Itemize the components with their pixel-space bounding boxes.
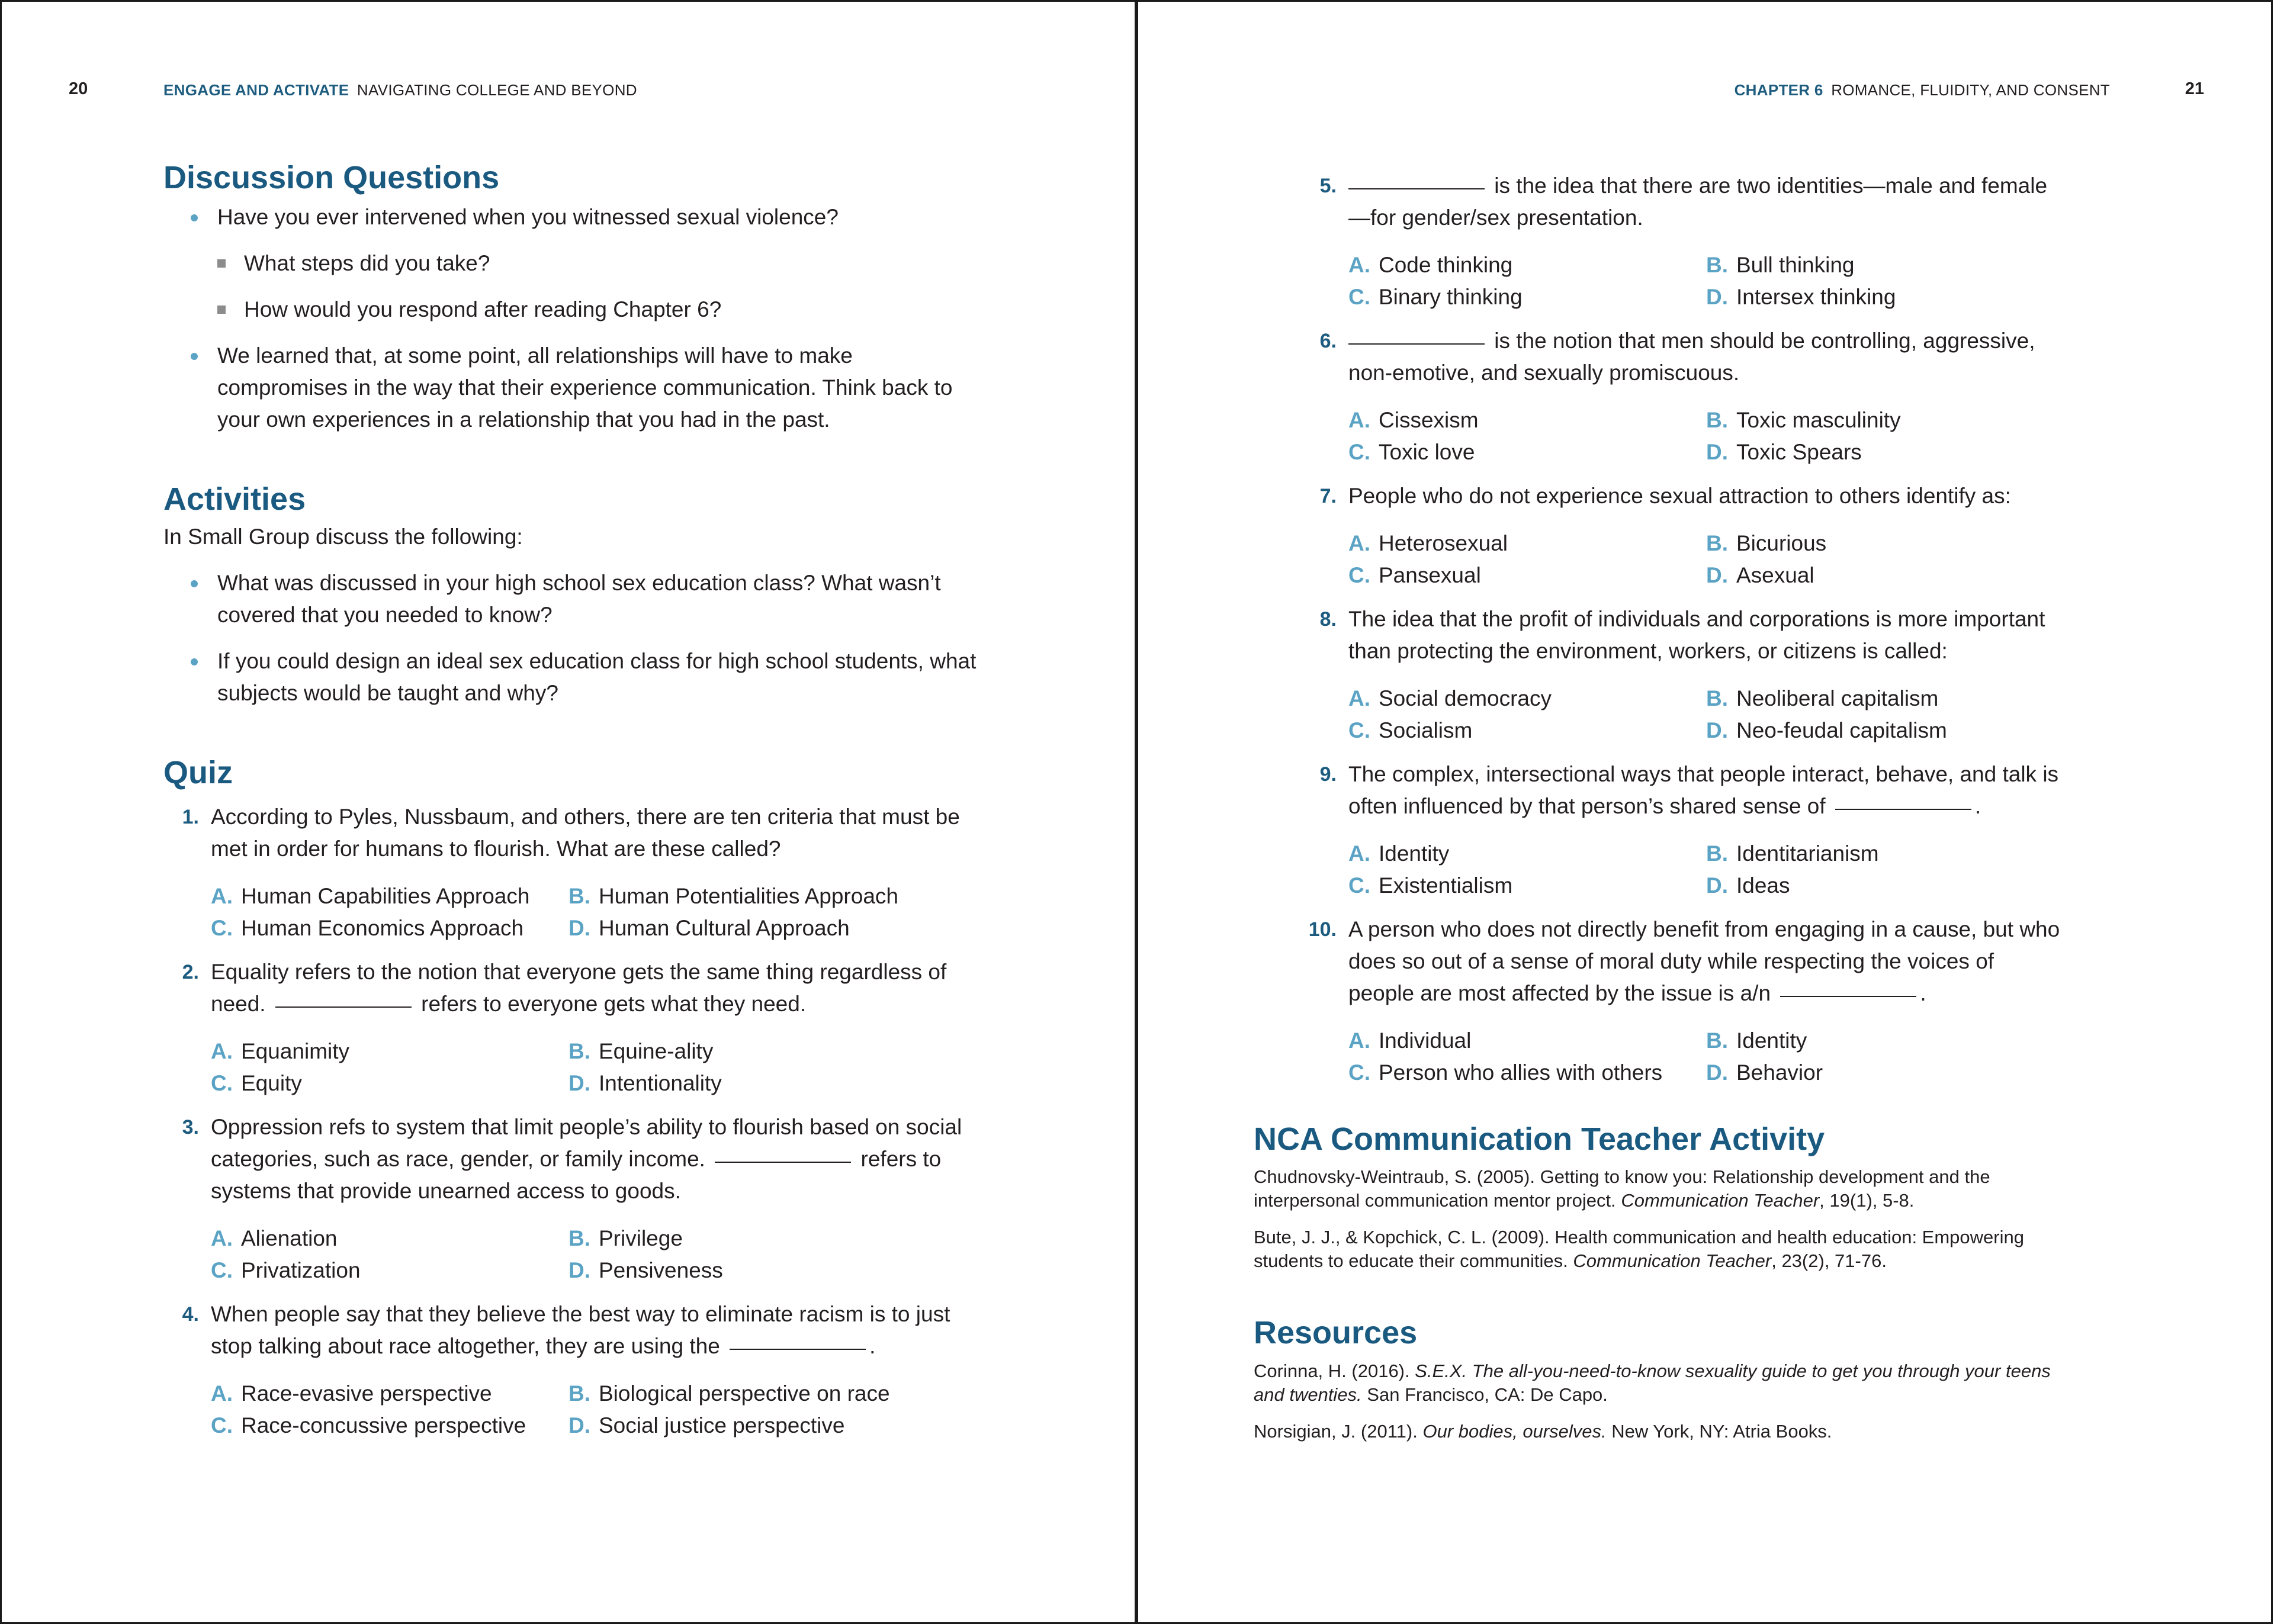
question-number: 6.: [1319, 330, 1337, 352]
answer-option: D. Toxic Spears: [1706, 440, 1862, 464]
answer-option: D. Intersex thinking: [1706, 285, 1896, 309]
running-head-kicker: ENGAGE AND ACTIVATE: [163, 81, 349, 99]
answer-option: D. Ideas: [1706, 873, 1790, 898]
answer-option: B. Equine-ality: [568, 1039, 714, 1064]
answer-option: C. Race-concussive perspective: [211, 1413, 526, 1438]
quiz-question: [1269, 914, 2065, 1089]
answer-option: A. Equanimity: [211, 1039, 350, 1064]
answer-option: C. Toxic love: [1348, 440, 1475, 464]
answer-blank: [1780, 995, 1916, 997]
running-head-kicker: CHAPTER 6: [1734, 81, 1823, 99]
left-column: [163, 160, 981, 1453]
answer-options: [1348, 683, 2065, 747]
sub-list-item: What steps did you take?: [244, 247, 981, 279]
question-number: 1.: [182, 806, 199, 829]
answer-option: A. Code thinking: [1348, 253, 1513, 277]
answer-options: [1348, 404, 2065, 468]
answer-option: A. Human Capabilities Approach: [211, 884, 530, 909]
answer-blank: [1348, 188, 1485, 189]
answer-option: B. Privilege: [568, 1226, 683, 1251]
answer-option: B. Human Potentialities Approach: [568, 884, 898, 909]
quiz-question: [163, 1298, 981, 1442]
question-text: The idea that the profit of individuals and corporations is more important than protecting the environment, workers, or citizens is called:: [1348, 607, 2045, 663]
answer-option: D. Intentionality: [568, 1071, 722, 1096]
question-number: 9.: [1319, 763, 1337, 786]
running-head: [1735, 81, 2110, 99]
answer-blank: [715, 1161, 851, 1163]
answer-option: A. Identity: [1348, 841, 1450, 866]
page-number: 20: [69, 79, 88, 98]
activities-intro: In Small Group discuss the following:: [163, 524, 523, 549]
answer-blank: [1348, 343, 1485, 345]
answer-option: C. Pansexual: [1348, 563, 1481, 587]
answer-options: [211, 880, 981, 944]
reference: Norsigian, J. (2011). Our bodies, ourselves. New York, NY: Atria Books.: [1254, 1420, 1832, 1442]
quiz-question: [163, 801, 981, 944]
answer-option: B. Identity: [1706, 1028, 1807, 1053]
answer-option: C. Binary thinking: [1348, 285, 1523, 309]
answer-option: C. Socialism: [1348, 718, 1473, 742]
question-text: is the idea that there are two identities—male and female—for gender/sex presentation.: [1348, 173, 2048, 230]
answer-options: [211, 1223, 981, 1287]
nca-references: [1254, 1165, 2065, 1273]
answer-option: A. Alienation: [211, 1226, 338, 1251]
question-text: People who do not experience sexual attraction to others identify as:: [1348, 484, 2011, 508]
question-text: Oppression refs to system that limit people’s ability to flourish based on social categories, such as race, gender, or family income. refers to systems that provide unearned access to goods.: [211, 1115, 962, 1204]
discussion-heading: Discussion Questions: [163, 160, 500, 195]
quiz-question: [163, 956, 981, 1099]
activities-heading: Activities: [163, 481, 306, 517]
answer-option: C. Equity: [211, 1071, 302, 1096]
question-number: 8.: [1319, 608, 1337, 631]
answer-option: D. Social justice perspective: [568, 1413, 845, 1438]
sub-list: [217, 247, 981, 326]
quiz-question: [1269, 603, 2065, 747]
answer-option: B. Identitarianism: [1706, 841, 1879, 866]
question-text: According to Pyles, Nussbaum, and others, there are ten criteria that must be met in order for humans to flourish. What are these called?: [211, 805, 960, 861]
answer-option: C. Person who allies with others: [1348, 1060, 1663, 1085]
answer-option: D. Neo-feudal capitalism: [1706, 718, 1947, 742]
quiz-question: [1269, 480, 2065, 591]
answer-option: A. Social democracy: [1348, 686, 1552, 710]
answer-option: B. Neoliberal capitalism: [1706, 686, 1939, 710]
answer-options: [1348, 249, 2065, 313]
answer-option: D. Asexual: [1706, 563, 1814, 587]
question-text: Equality refers to the notion that everyone gets the same thing regardless of need. refers to everyone gets what they need.: [211, 960, 947, 1017]
running-head: [163, 81, 637, 99]
list-item: Have you ever intervened when you witnessed sexual violence? What steps did you take? How would you respond after reading Chapter 6?: [217, 201, 981, 326]
answer-option: D. Pensiveness: [568, 1258, 723, 1283]
resources-heading: Resources: [1254, 1315, 1418, 1351]
answer-option: B. Bull thinking: [1706, 253, 1855, 277]
quiz-heading: Quiz: [163, 754, 233, 790]
answer-blank: [1835, 808, 1971, 810]
question-number: 3.: [182, 1116, 199, 1139]
quiz-question: [1269, 325, 2065, 468]
answer-option: D. Behavior: [1706, 1060, 1823, 1085]
answer-options: [1348, 1025, 2065, 1089]
question-number: 10.: [1308, 918, 1337, 941]
answer-blank: [730, 1348, 866, 1350]
left-page: [0, 0, 1136, 1624]
quiz-question: [1269, 170, 2065, 313]
question-text: When people say that they believe the best way to eliminate racism is to just stop talking about race altogether, they are using the .: [211, 1302, 950, 1359]
right-column: [1254, 170, 2065, 1456]
question-text: is the notion that men should be controlling, aggressive, non-emotive, and sexually promiscuous.: [1348, 329, 2035, 385]
list-item: What was discussed in your high school sex education class? What wasn’t covered that you needed to know?: [217, 567, 981, 631]
answer-blank: [275, 1006, 412, 1008]
answer-options: [1348, 838, 2065, 902]
answer-options: [211, 1035, 981, 1099]
answer-options: [1348, 528, 2065, 591]
question-number: 5.: [1319, 175, 1337, 197]
answer-option: C. Human Economics Approach: [211, 916, 524, 941]
answer-option: C. Existentialism: [1348, 873, 1513, 898]
answer-options: [211, 1378, 981, 1442]
question-number: 7.: [1319, 485, 1337, 507]
answer-option: B. Toxic masculinity: [1706, 408, 1901, 432]
answer-option: A. Heterosexual: [1348, 531, 1508, 555]
question-text: A person who does not directly benefit from engaging in a cause, but who does so out of a sense of moral duty while respecting the voices of people are most affected by the issue is a/n .: [1348, 917, 2060, 1005]
answer-option: A. Individual: [1348, 1028, 1472, 1053]
answer-option: B. Bicurious: [1706, 531, 1827, 555]
reference: Bute, J. J., & Kopchick, C. L. (2009). Health communication and health education: Empowering students to educate their communities. Communication Teacher, 23(2), 71-76.: [1254, 1227, 2024, 1272]
quiz-question: [1269, 758, 2065, 902]
answer-option: A. Race-evasive perspective: [211, 1381, 492, 1406]
activities-list: [163, 567, 981, 709]
answer-option: D. Human Cultural Approach: [568, 916, 850, 941]
answer-option: C. Privatization: [211, 1258, 361, 1283]
list-item: If you could design an ideal sex education class for high school students, what subjects would be taught and why?: [217, 645, 981, 709]
answer-option: B. Biological perspective on race: [568, 1381, 890, 1406]
right-page: [1136, 0, 2273, 1624]
answer-option: A. Cissexism: [1348, 408, 1479, 432]
nca-heading: NCA Communication Teacher Activity: [1254, 1121, 1825, 1157]
reference: Corinna, H. (2016). S.E.X. The all-you-need-to-know sexuality guide to get you through your teens and twenties. San Francisco, CA: De Capo.: [1254, 1360, 2051, 1405]
running-head-title: NAVIGATING COLLEGE AND BEYOND: [356, 81, 637, 99]
quiz-question: [163, 1111, 981, 1287]
list-item: We learned that, at some point, all relationships will have to make compromises in the way that their experience communication. Think back to your own experiences in a relationship that you had in the past.: [217, 340, 981, 436]
question-number: 2.: [182, 961, 199, 984]
discussion-list: [163, 201, 981, 436]
question-number: 4.: [182, 1303, 199, 1326]
sub-list-item: How would you respond after reading Chapter 6?: [244, 294, 981, 326]
running-head-title: ROMANCE, FLUIDITY, AND CONSENT: [1831, 81, 2110, 99]
question-text: The complex, intersectional ways that people interact, behave, and talk is often influenced by that person’s shared sense of .: [1348, 762, 2059, 818]
reference: Chudnovsky-Weintraub, S. (2005). Getting to know you: Relationship development and the interpersonal communication mentor project. Communication Teacher, 19(1), 5-8.: [1254, 1166, 1990, 1211]
resources-references: [1254, 1359, 2065, 1443]
page-number: 21: [2185, 79, 2204, 98]
